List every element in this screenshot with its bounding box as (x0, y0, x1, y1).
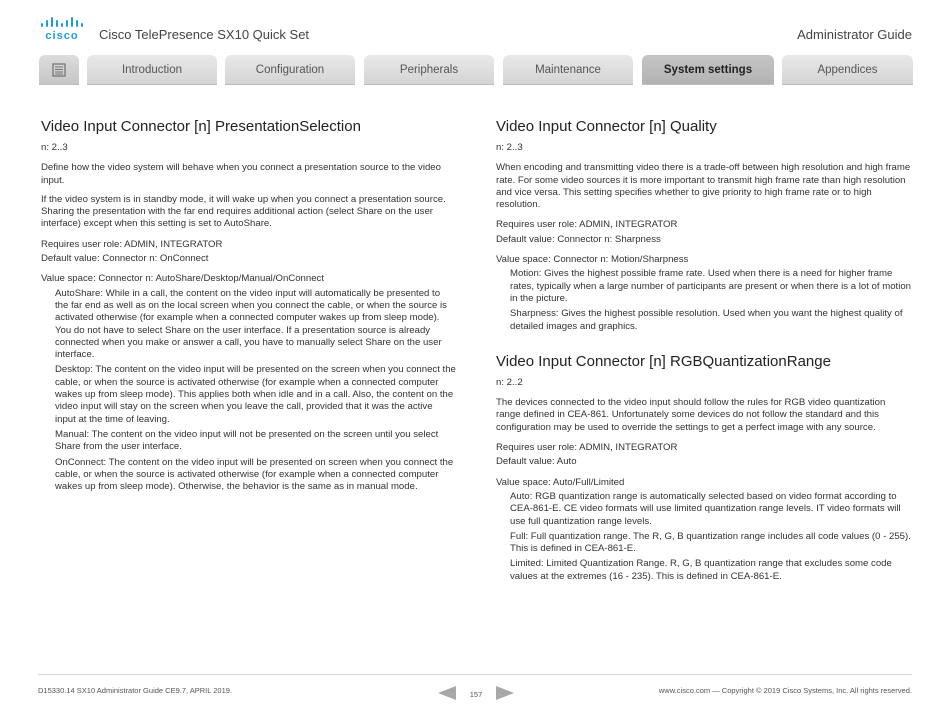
user-role: Requires user role: ADMIN, INTEGRATOR (41, 238, 223, 250)
copyright: www.cisco.com — Copyright © 2019 Cisco Systems, Inc. All rights reserved. (658, 686, 912, 695)
value-item: Manual: The content on the video input will not be presented on the screen until you select Share from the user interface. (55, 428, 439, 453)
value-item: Sharpness: Gives the highest possible resolution. Used when you want the highest quality of detailed images and graphics. (510, 308, 903, 332)
user-role: Requires user role: ADMIN, INTEGRATOR (496, 442, 678, 454)
description: The devices connected to the video input should follow the rules for RGB video quantization range defined in CEA-861. Unfortunately some devices do not follow the standard and this configuration may be used to override the settings to get a perfect image with any source. (496, 397, 886, 433)
index-range: n: 2..3 (41, 142, 68, 153)
tab-peripherals[interactable]: Peripherals (364, 55, 494, 85)
pager (438, 685, 514, 701)
value-item: Auto: RGB quantization range is automatically selected based on video format according to CEA-861-E. CE video formats will use limited quantization range levels. IT video formats will use full quantization range levels. (510, 490, 901, 527)
next-page-arrow-icon[interactable] (496, 686, 514, 700)
default-value: Default value: Connector n: OnConnect (41, 253, 209, 265)
value-item: Desktop: The content on the video input will be presented on the screen when you connect the cable, or when the source is activated otherwise (for example when a connected computer wakes up from sleep mode). This applies both when idle and in a call. Also, the content on the video input will stay on the screen when you leave the call, provided that it was the active input at the time of leaving. (55, 364, 456, 425)
value-item: Motion: Gives the highest possible frame rate. Used when there is a need for higher frame rates, typically when a large number of participants are present or when there is a lot of motion in the picture. (510, 268, 912, 304)
value-space: Value space: Connector n: Motion/Sharpness (496, 254, 689, 266)
tab-system-settings[interactable]: System settings (642, 55, 774, 85)
user-role: Requires user role: ADMIN, INTEGRATOR (496, 219, 678, 231)
page-header (0, 0, 950, 52)
tab-appendices[interactable]: Appendices (782, 55, 913, 85)
description: Define how the video system will behave when you connect a presentation source to the video input. (41, 162, 441, 186)
value-item: Limited: Limited Quantization Range. R, G, B quantization range that excludes some code values at the extremes (16 - 235). This is defined in CEA-861-E. (510, 558, 892, 582)
doc-id: D15330.14 SX10 Administrator Guide CE9.7, APRIL 2019. (38, 686, 233, 695)
list-icon (51, 62, 67, 78)
value-item: Full: Full quantization range. The R, G, B quantization range includes all code values (0 - 255). This is defined in CEA-861-E. (510, 530, 911, 555)
section-title: Video Input Connector [n] RGBQuantizationRange (496, 352, 831, 370)
page-number: 157 (469, 690, 483, 699)
index-range: n: 2..2 (496, 376, 523, 388)
cisco-logo (40, 16, 86, 40)
left-column (41, 118, 456, 496)
value-item: AutoShare: While in a call, the content on the video input will automatically be presented to the far end as well as on the local screen when you connect the cable, or when the source is activated otherwise (for example when a connected computer wakes up from sleep mode). You do not have to select Share on the user interface. If a presentation source is already connected when you make or answer a call, you have to manually select Share on the user interface. (55, 287, 447, 361)
product-title: Cisco TelePresence SX10 Quick Set (99, 27, 310, 42)
right-column (496, 118, 911, 586)
index-range: n: 2..3 (496, 142, 523, 153)
description: When encoding and transmitting video there is a trade-off between high resolution and high frame rate. For some video sources it is more important to transmit high frame rate than high resolution and vice versa. This setting specifies whether to give priority to high frame rate or to high resolution. (496, 162, 911, 211)
value-space: Value space: Connector n: AutoShare/Desktop/Manual/OnConnect (41, 273, 325, 285)
footer-divider (38, 674, 912, 675)
tab-introduction[interactable]: Introduction (87, 55, 217, 85)
description: If the video system is in standby mode, it will wake up when you connect a presentation source. Sharing the presentation with the far end requires additional action (select Share on the user interface) except when this setting is set to AutoShare. (41, 193, 446, 230)
section-title: Video Input Connector [n] Quality (496, 118, 717, 135)
value-space: Value space: Auto/Full/Limited (496, 476, 625, 488)
value-item: OnConnect: The content on the video input will be presented on screen when you connect the cable, or when the source is activated otherwise (for example when a connected computer wakes up from sleep mode). Otherwise, the behavior is the same as in manual mode. (55, 456, 454, 493)
default-value: Default value: Auto (496, 456, 577, 468)
default-value: Default value: Connector n: Sharpness (496, 233, 661, 245)
guide-title: Administrator Guide (797, 27, 912, 42)
svg-text:cisco: cisco (45, 30, 79, 40)
tab-maintenance[interactable]: Maintenance (503, 55, 633, 85)
tab-configuration[interactable]: Configuration (225, 55, 355, 85)
toc-menu-button[interactable] (39, 55, 79, 85)
section-title: Video Input Connector [n] PresentationSelection (41, 118, 361, 135)
nav-tabs (39, 55, 913, 85)
